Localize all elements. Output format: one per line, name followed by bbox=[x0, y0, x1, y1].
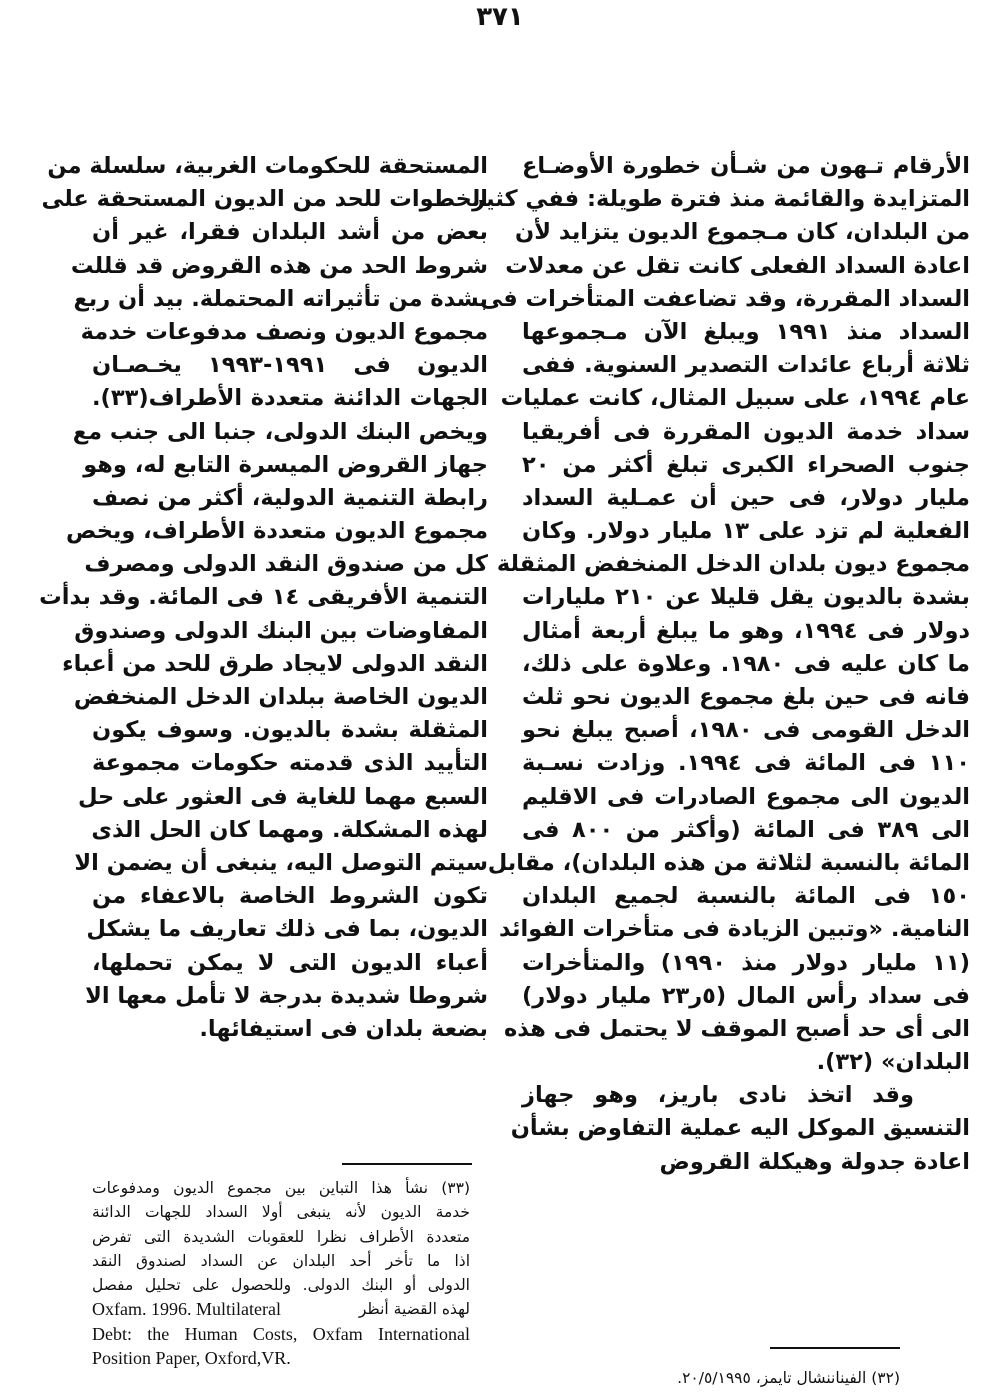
footnote-separator-right bbox=[770, 1347, 900, 1349]
text-line: لهذه المشكلة. ومهما كان الحل الذى bbox=[91, 816, 488, 843]
text-line: الى ٣٨٩ فى المائة (وأكثر من ٨٠٠ فى bbox=[522, 816, 970, 843]
footnote-32-text: (٣٢) الفيناننشال تايمز، ٢٠/٥/١٩٩٥. bbox=[677, 1369, 900, 1387]
text-line: وقد اتخذ نادى باريز، وهو جهاز bbox=[522, 1082, 914, 1109]
footnote-line: متعددة الأطراف نظرا للعقوبات الشديدة التى تفرض bbox=[92, 1227, 470, 1246]
text-line: تكون الشروط الخاصة بالاعفاء من bbox=[92, 883, 488, 910]
text-line: مليار دولار، فى حين أن عمـلية السداد bbox=[522, 484, 970, 511]
text-line: رابطة التنمية الدولية، أكثر من نصف bbox=[92, 484, 488, 511]
text-line: بشدة من تأثيراته المحتملة. بيد أن ربع bbox=[73, 285, 488, 312]
text-line: دولار فى ١٩٩٤، وهو ما يبلغ أربعة أمثال bbox=[522, 617, 971, 644]
text-line: البلدان» (٣٢). bbox=[816, 1049, 970, 1076]
text-line: شروط الحد من هذه القروض قد قللت bbox=[70, 252, 488, 279]
text-line: ثلاثة أرباع عائدات التصدير السنوية. ففى bbox=[522, 352, 970, 379]
text-line: جهاز القروض الميسرة التابع له، وهو bbox=[83, 451, 488, 478]
text-line: اعادة السداد الفعلى كانت تقل عن معدلات bbox=[505, 252, 970, 279]
right-text-column bbox=[472, 150, 971, 1179]
text-line: الأرقام تـهون من شـأن خطورة الأوضـاع bbox=[522, 153, 970, 179]
text-line: الفعلية لم تزد على ١٣ مليار دولار. وكان bbox=[522, 518, 970, 545]
text-line: الديون الى مجموع الصادرات فى الاقليم bbox=[522, 783, 970, 810]
text-line: السداد منذ ١٩٩١ ويبلغ الآن مـجموعها bbox=[522, 318, 971, 345]
text-line: مجموع ديون بلدان الدخل المنخفض المثقلة bbox=[496, 551, 970, 578]
text-line: مجموع الديون متعددة الأطراف، ويخص bbox=[66, 518, 488, 545]
text-line: الديون فى ١٩٩١-١٩٩٣ يخـصـان bbox=[92, 352, 488, 379]
text-line: بشدة بالديون يقل قليلا عن ٢١٠ مليارات bbox=[522, 584, 970, 611]
footnote-latin-fragment: Oxfam. 1996. Multilateral bbox=[92, 1299, 281, 1320]
footnote-separator-left bbox=[342, 1163, 472, 1165]
text-line: السداد المقررة، وقد تضاعفت المتأخرات فى bbox=[480, 285, 970, 312]
footnote-line: خدمة الديون لأنه ينبغى أولا السداد للجهات الدائنة bbox=[92, 1203, 470, 1222]
footnote-32 bbox=[560, 1366, 900, 1390]
text-line: فانه فى حين بلغ مجموع الديون نحو ثلث bbox=[522, 684, 970, 710]
text-line: المائة بالنسبة لثلاثة من هذه البلدان)، مقابل bbox=[487, 849, 970, 876]
text-line: المتزايدة والقائمة منذ فترة طويلة: ففي كثير bbox=[472, 186, 970, 213]
left-text-column bbox=[39, 150, 488, 1046]
text-line: التنسيق الموكل اليه عملية التفاوض بشأن bbox=[510, 1115, 970, 1142]
page-number: ٣٧١ bbox=[476, 2, 524, 32]
text-line: أعباء الديون التى لا يمكن تحملها، bbox=[92, 949, 488, 976]
text-line: التنمية الأفريقى ١٤ فى المائة. وقد بدأت bbox=[39, 584, 488, 611]
text-line: ما كان عليه فى ١٩٨٠. وعلاوة على ذلك، bbox=[522, 650, 970, 677]
footnote-line: (٣٣) نشأ هذا التباين بين مجموع الديون ومدفوعات bbox=[92, 1179, 470, 1197]
text-line: المستحقة للحكومات الغربية، سلسلة من bbox=[47, 153, 488, 179]
text-line: الديون، بما فى ذلك تعاريف ما يشكل bbox=[86, 916, 488, 943]
text-line: النامية. «وتبين الزيادة فى متأخرات الفوائد bbox=[499, 916, 970, 943]
footnote-33 bbox=[92, 1176, 470, 1370]
text-line: عام ١٩٩٤، على سبيل المثال، كانت عمليات bbox=[500, 385, 970, 412]
text-line: الجهات الدائنة متعددة الأطراف(٣٣). bbox=[92, 385, 488, 412]
text-line: النقد الدولى لايجاد طرق للحد من أعباء bbox=[62, 650, 488, 677]
text-line: جنوب الصحراء الكبرى تبلغ أكثر من ٢٠ bbox=[522, 451, 970, 478]
text-line: بعض من أشد البلدان فقرا، غير أن bbox=[92, 219, 488, 246]
footnote-latin-line: Debt: the Human Costs, Oxfam International bbox=[92, 1323, 470, 1344]
text-line: سداد خدمة الديون المقررة فى أفريقيا bbox=[522, 418, 970, 445]
text-line: الى أى حد أصبح الموقف لا يحتمل فى هذه bbox=[503, 1015, 970, 1042]
text-line: سيتم التوصل اليه، ينبغى أن يضمن الا bbox=[74, 849, 488, 876]
text-line: من البلدان، كان مـجموع الديون يتزايد لأن bbox=[515, 219, 970, 246]
text-line: التأييد الذى قدمته حكومات مجموعة bbox=[92, 750, 488, 777]
text-line: اعادة جدولة وهيكلة القروض bbox=[659, 1148, 970, 1175]
text-line: كل من صندوق النقد الدولى ومصرف bbox=[84, 551, 488, 578]
text-line: الديون الخاصة ببلدان الدخل المنخفض bbox=[73, 684, 488, 710]
text-line: ١١٠ فى المائة فى ١٩٩٤. وزادت نسـبة bbox=[522, 750, 970, 777]
text-line: بضعة بلدان فى استيفائها. bbox=[199, 1015, 488, 1042]
text-line: فى سداد رأس المال (٥ر٢٣ مليار دولار) bbox=[522, 982, 970, 1009]
footnote-line: اذا ما تأخر أحد البلدان عن السداد لصندوق النقد bbox=[92, 1251, 470, 1270]
footnote-mixed-line bbox=[92, 1297, 470, 1321]
text-line: (١١ مليار دولار منذ ١٩٩٠) والمتأخرات bbox=[522, 949, 971, 976]
footnote-line: الدولى أو البنك الدولى. وللحصول على تحليل مفصل bbox=[92, 1276, 470, 1295]
text-line: الدخل القومى فى ١٩٨٠، أصبح يبلغ نحو bbox=[522, 717, 970, 744]
text-line: المثقلة بشدة بالديون. وسوف يكون bbox=[92, 717, 488, 744]
text-line: السبع مهما للغاية فى العثور على حل bbox=[77, 783, 488, 810]
footnote-latin-line: Position Paper, Oxford,VR. bbox=[92, 1348, 291, 1369]
footnote-arabic-fragment: لهذه القضية أنظر bbox=[358, 1300, 470, 1319]
text-line: الخطوات للحد من الديون المستحقة على bbox=[41, 186, 488, 213]
text-line: المفاوضات بين البنك الدولى وصندوق bbox=[74, 617, 488, 644]
text-line: ويخص البنك الدولى، جنبا الى جنب مع bbox=[72, 418, 488, 445]
text-line: ١٥٠ فى المائة بالنسبة لجميع البلدان bbox=[522, 883, 970, 910]
text-line: شروطا شديدة بدرجة لا تأمل معها الا bbox=[85, 982, 488, 1009]
text-line: مجموع الديون ونصف مدفوعات خدمة bbox=[80, 318, 488, 345]
